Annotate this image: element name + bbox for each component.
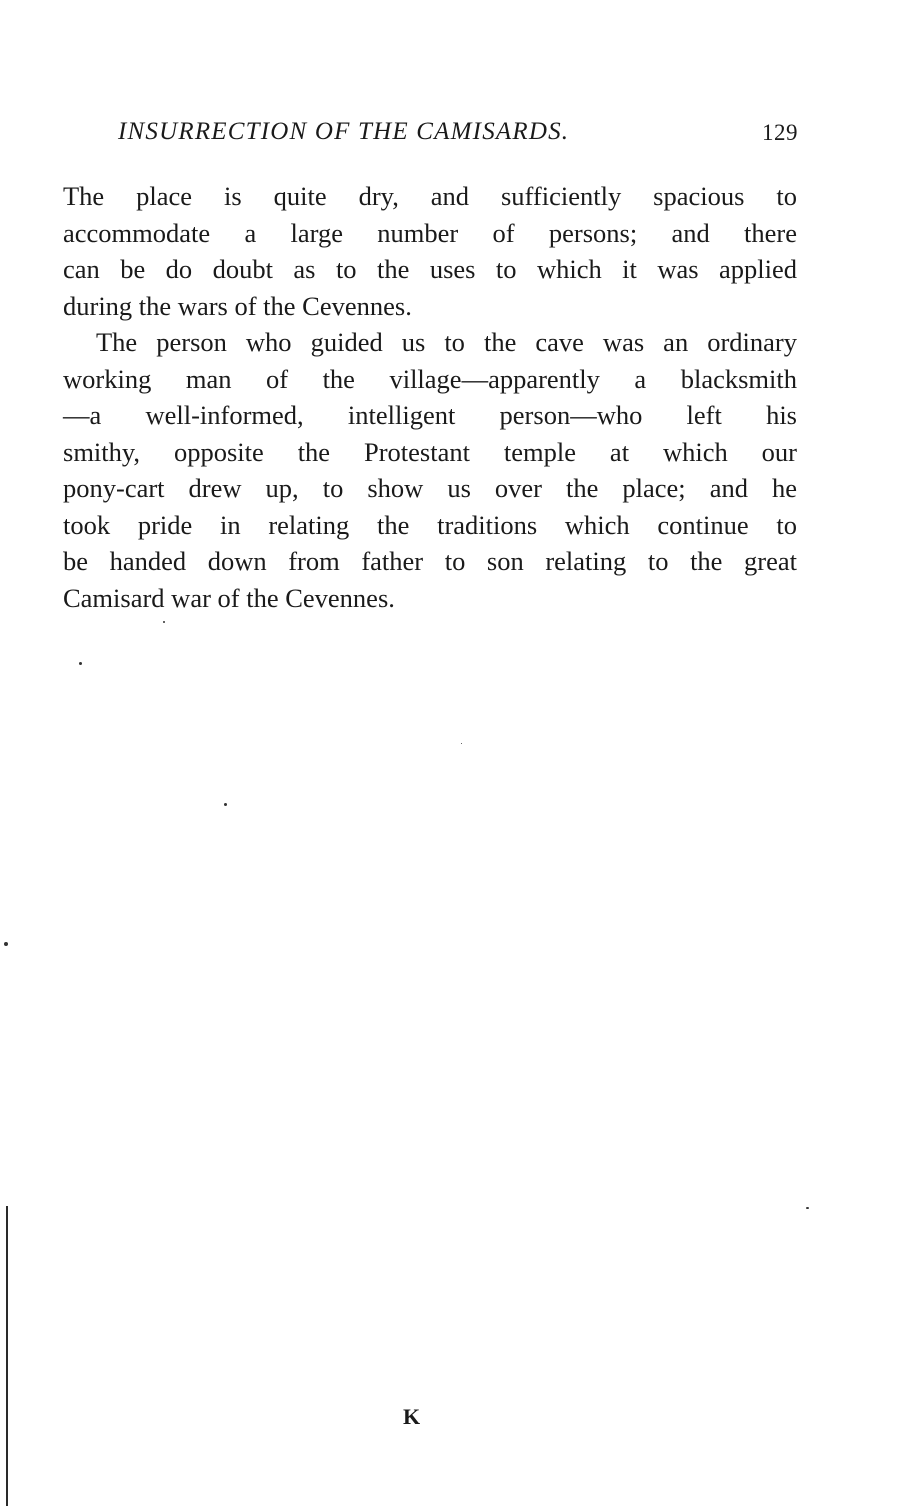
text-line: took pride in relating the traditions which continue to [63, 509, 797, 540]
running-head [118, 118, 798, 148]
text-line: working man of the village—apparently a blacksmith [63, 363, 797, 394]
text-line: accommodate a large number of persons; and there [63, 217, 797, 248]
text-line: smithy, opposite the Protestant temple at which our [63, 436, 797, 467]
text-line: during the wars of the Cevennes. [63, 290, 412, 321]
paragraph-2 [63, 324, 797, 616]
text-line: be handed down from father to son relating to the great [63, 546, 797, 576]
text-line: Camisard war of the Cevennes. [63, 582, 395, 613]
text-line: —a well-informed, intelligent person—who left his [63, 400, 797, 430]
body-text [63, 178, 797, 616]
text-line: The person who guided us to the cave was an ordinary [96, 327, 797, 357]
scan-speck [79, 662, 82, 665]
signature-mark: K [403, 1404, 421, 1429]
scan-speck [163, 621, 165, 623]
page-number: 129 [762, 120, 798, 145]
running-head-title: INSURRECTION OF THE CAMISARDS. [118, 118, 570, 145]
text-line: pony-cart drew up, to show us over the place; and he [63, 473, 797, 503]
scan-speck [806, 1207, 809, 1209]
text-line: can be do doubt as to the uses to which it was applied [63, 254, 797, 284]
scan-speck [4, 942, 8, 946]
paragraph-1 [63, 178, 797, 324]
page-edge-line [6, 1206, 8, 1506]
text-line: The place is quite dry, and sufficiently spacious to [63, 181, 797, 211]
scan-speck [224, 803, 227, 806]
scan-speck [461, 743, 462, 744]
